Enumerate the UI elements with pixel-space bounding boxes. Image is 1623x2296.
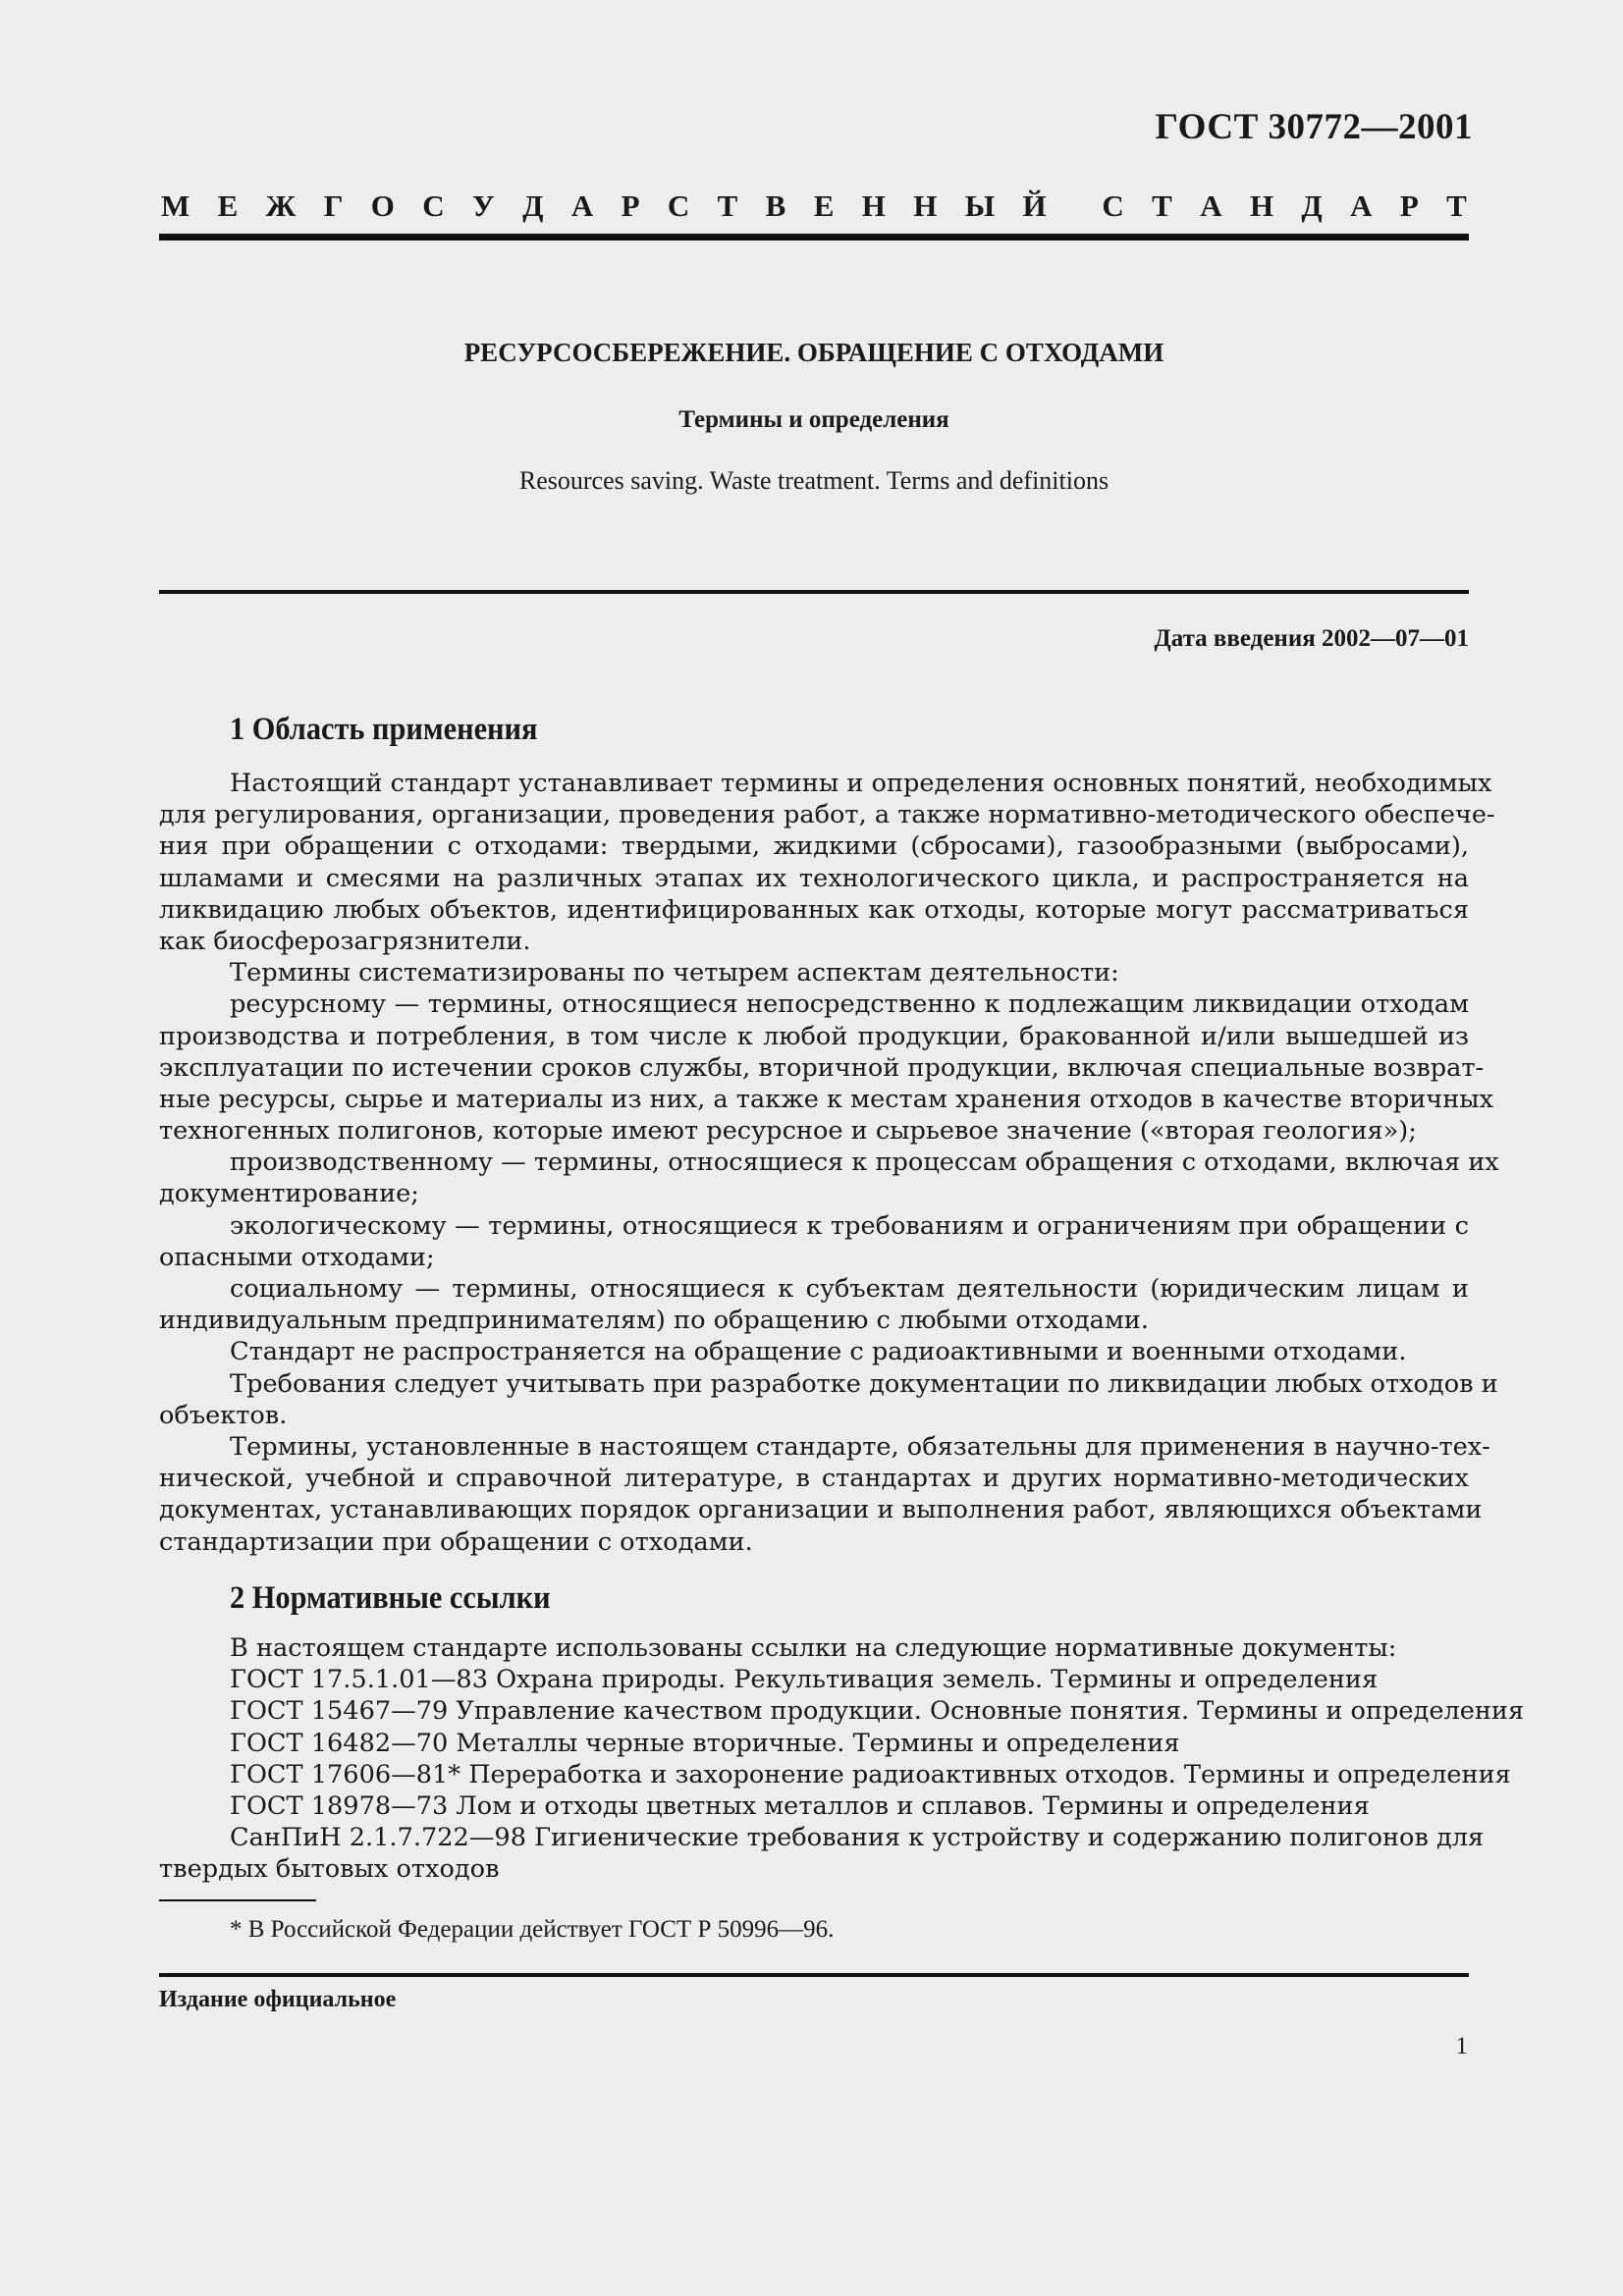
text-line: ния при обращении с отходами: твердыми, жидкими (сбросами), газообразными (выбросами), [159, 831, 1469, 862]
document-title: РЕСУРСОСБЕРЕЖЕНИЕ. ОБРАЩЕНИЕ С ОТХОДАМИ [463, 338, 1164, 367]
text-line: социальному — термины, относящиеся к субъектам деятельности (юридическим лицам и [230, 1274, 1469, 1304]
banner-letter: Т [1446, 188, 1467, 223]
gost-number: ГОСТ 30772—2001 [1155, 107, 1473, 147]
text-line: ресурсному — термины, относящиеся непосредственно к подлежащим ликвидации отходам [230, 989, 1469, 1020]
text-line: шламами и смесями на различных этапах их технологического цикла, и распространяется на [159, 863, 1469, 893]
text-line: ГОСТ 17606—81* Переработка и захоронение радиоактивных отходов. Термины и определения [230, 1759, 1511, 1789]
text-line: стандартизации при обращении с отходами. [159, 1526, 753, 1557]
text-line: техногенных полигонов, которые имеют ресурсное и сырьевое значение («вторая геология»); [159, 1116, 1417, 1147]
banner-letter: О [370, 188, 395, 223]
text-line: Термины систематизированы по четырем аспектам деятельности: [230, 958, 1119, 988]
banner-letter: С [422, 188, 445, 223]
footnote: * В Российской Федерации действует ГОСТ Р 50996—96. [230, 1916, 835, 1943]
text-line: Стандарт не распространяется на обращение с радиоактивными и военными отходами. [230, 1337, 1407, 1367]
interstate-standard-banner [161, 188, 1467, 224]
banner-letter: Ы [964, 188, 996, 223]
banner-letter: Н [861, 188, 886, 223]
banner-letter: У [472, 188, 495, 223]
banner-letter: А [1200, 188, 1222, 223]
banner-letter: Й [1022, 188, 1047, 223]
text-line: ные ресурсы, сырье и материалы из них, а также к местам хранения отходов в качестве вторичных [159, 1084, 1494, 1114]
header-rule [159, 234, 1469, 240]
text-line: эксплуатации по истечении сроков службы, вторичной продукции, включая специальные возврат- [159, 1052, 1485, 1083]
official-edition-label: Издание официальное [159, 1987, 397, 2012]
banner-letter: Р [621, 188, 640, 223]
banner-letter: Т [1152, 188, 1172, 223]
banner-letter: М [161, 188, 190, 223]
english-title: Resources saving. Waste treatment. Terms and definitions [518, 466, 1109, 495]
banner-letter: Н [913, 188, 938, 223]
banner-letter: С [667, 188, 690, 223]
section-1-heading: 1 Область применения [230, 712, 538, 747]
page-number: 1 [1455, 2033, 1468, 2059]
banner-letter: С [1102, 188, 1124, 223]
text-line: производства и потребления, в том числе к любой продукции, бракованной и/или вышедшей из [159, 1021, 1469, 1051]
text-line: ГОСТ 17.5.1.01—83 Охрана природы. Рекультивация земель. Термины и определения [230, 1665, 1379, 1695]
text-line: для регулирования, организации, проведения работ, а также нормативно-методического обеспече- [159, 800, 1495, 830]
banner-letter: Е [813, 188, 835, 223]
text-line: документирование; [159, 1179, 419, 1209]
text-line: нической, учебной и справочной литературе, в стандартах и других нормативно-методических [159, 1464, 1469, 1494]
introduction-date: Дата введения 2002—07—01 [1154, 625, 1469, 652]
banner-letter: Д [522, 188, 544, 223]
title-rule [159, 590, 1469, 594]
text-line: ГОСТ 16482—70 Металлы черные вторичные. Термины и определения [230, 1728, 1180, 1758]
banner-letter: Н [1249, 188, 1274, 223]
text-line: производственному — термины, относящиеся к процессам обращения с отходами, включая их [230, 1148, 1499, 1178]
text-line: твердых бытовых отходов [159, 1854, 500, 1885]
footer-rule [159, 1973, 1469, 1977]
banner-letter: Ж [265, 188, 297, 223]
section-2-body [159, 1632, 1525, 1886]
text-line: Термины, установленные в настоящем стандарте, обязательны для применения в научно-тех- [230, 1431, 1490, 1462]
banner-letter: В [765, 188, 786, 223]
text-line: индивидуальным предпринимателям) по обращению с любыми отходами. [159, 1306, 1149, 1336]
banner-letter: Д [1301, 188, 1323, 223]
banner-letter: Е [217, 188, 239, 223]
document-subtitle: Термины и определения [678, 406, 949, 433]
text-line: В настоящем стандарте использованы ссылки на следующие нормативные документы: [230, 1633, 1397, 1663]
text-line: как биосферозагрязнители. [159, 926, 531, 956]
section-2-heading: 2 Нормативные ссылки [230, 1580, 551, 1616]
text-line: экологическому — термины, относящиеся к требованиям и ограничениям при обращении с [230, 1210, 1469, 1241]
banner-letter: А [1350, 188, 1373, 223]
banner-letter: Г [323, 188, 344, 223]
text-line: ГОСТ 15467—79 Управление качеством продукции. Основные понятия. Термины и определения [230, 1696, 1525, 1727]
text-line: СанПиН 2.1.7.722—98 Гигиенические требования к устройству и содержанию полигонов для [230, 1823, 1485, 1853]
banner-letter: Т [717, 188, 738, 223]
text-line: объектов. [159, 1400, 288, 1430]
section-1-body [159, 768, 1499, 1558]
text-line: Настоящий стандарт устанавливает термины и определения основных понятий, необходимых [230, 769, 1492, 798]
footnote-rule [159, 1899, 316, 1901]
banner-letter: А [570, 188, 594, 223]
text-line: документах, устанавливающих порядок организации и выполнения работ, являющихся объектами [159, 1495, 1483, 1525]
text-line: ликвидацию любых объектов, идентифицированных как отходы, которые могут рассматриваться [159, 894, 1469, 925]
text-line: Требования следует учитывать при разработке документации по ликвидации любых отходов и [230, 1368, 1498, 1399]
banner-letter: Р [1399, 188, 1419, 223]
text-line: ГОСТ 18978—73 Лом и отходы цветных металлов и сплавов. Термины и определения [230, 1790, 1370, 1821]
text-line: опасными отходами; [159, 1242, 435, 1272]
